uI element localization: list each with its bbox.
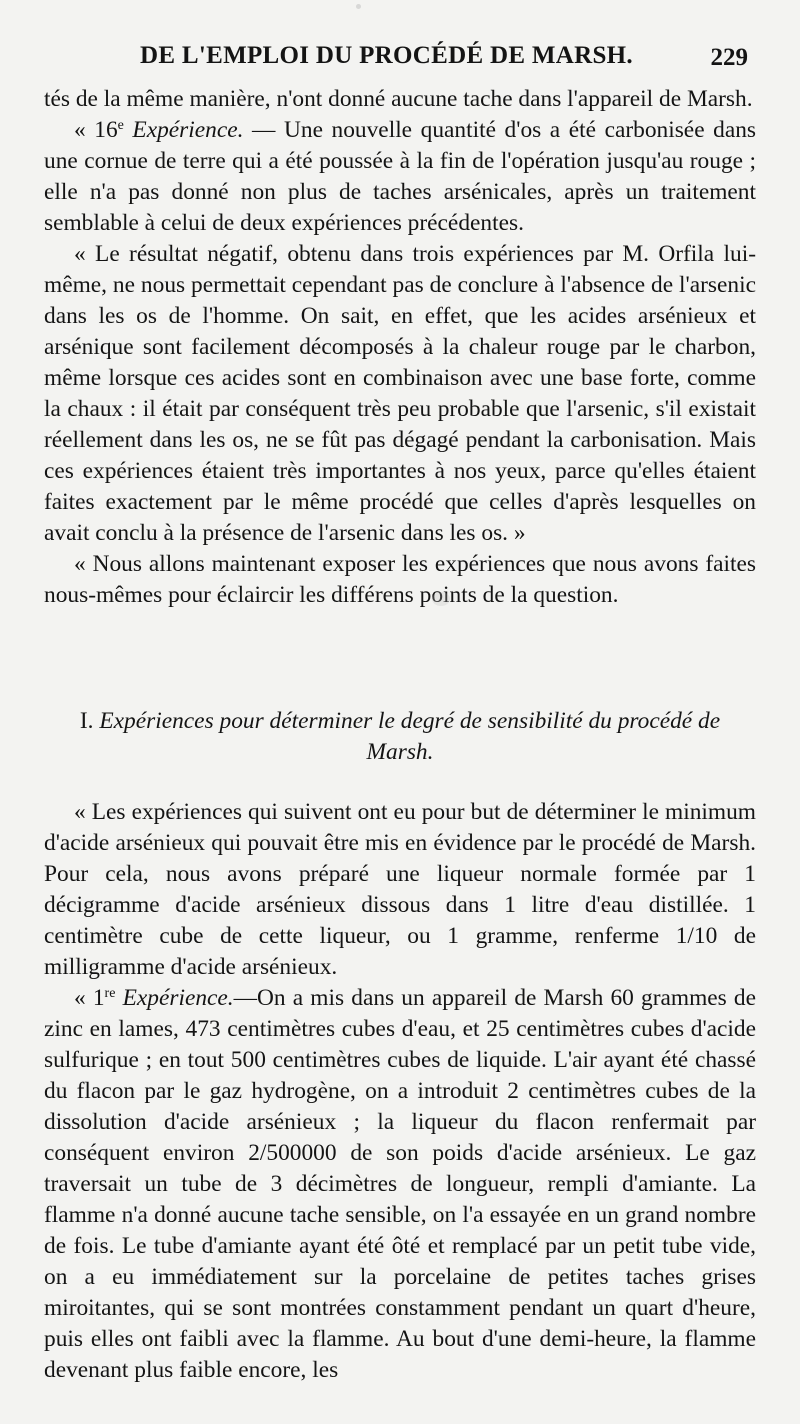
body-text-bottom [44, 797, 756, 1386]
paragraph: « Les expériences qui suivent ont eu pour but de déterminer le minimum d'acide arsénieux qui pouvait être mis en évidence par le procédé de Marsh. Pour cela, nous avons préparé une liqueur normale formée par 1 décigramme d'acide arsénieux dissous dans 1 litre d'eau distillée. 1 centimètre cube de cette liqueur, ou 1 gramme, renferme 1/10 de milligramme d'acide arsénieux. [44, 799, 756, 980]
paragraph-body: —On a mis dans un appareil de Marsh 60 grammes de zinc en lames, 473 centimètres cubes d'eau, et 25 centimètres cubes d'acide sulfurique ; en tout 500 centimètres cubes de liquide. L'air ayant été chassé du flacon par le gaz hydrogène, on a introduit 2 centimètres cubes de la dissolution d'acide arsénieux ; la liqueur du flacon renfermait par conséquent environ 2/500000 de son poids d'acide arsénieux. Le gaz traversait un tube de 3 décimètres de longueur, rempli d'amiante. La flamme n'a donné aucune tache sensible, on l'a essayée en un grand nombre de fois. Le tube d'amiante ayant été ôté et remplacé par un petit tube vide, on a eu immédiatement sur la porcelaine de petites taches grises miroitantes, qui se sont montrées constamment pendant un quart d'heure, puis elles ont faibli avec la flamme. Au bout d'une demi-heure, la flamme devenant plus faible encore, les [44, 985, 756, 1383]
paragraph-lead: « 1 [74, 985, 105, 1011]
paragraph: « Le résultat négatif, obtenu dans trois expériences par M. Orfila lui-même, ne nous permettait cependant pas de conclure à l'absence de l'arsenic dans les os de l'homme. On sait, en effet, que les acides arsénieux et arsénique sont facilement décomposés à la chaleur rouge par le charbon, même lorsque ces acides sont en combinaison avec une base forte, comme la chaux : il était par conséquent très peu probable que l'arsenic, s'il existait réellement dans les os, ne se fût pas dégagé pendant la carbonisation. Mais ces expériences étaient très importantes à nos yeux, parce qu'elles étaient faites exactement par le même procédé que celles d'après lesquelles on avait conclu à la présence de l'arsenic dans les os. » [44, 241, 756, 546]
paper-speck [432, 592, 450, 606]
paragraph: tés de la même manière, n'ont donné aucune tache dans l'appareil de Marsh. [44, 86, 753, 112]
experience-label: Expérience. [123, 117, 244, 143]
section-number: I. [79, 708, 94, 734]
page-number: 229 [710, 44, 748, 71]
running-title: DE L'EMPLOI DU PROCÉDÉ DE MARSH. [140, 42, 633, 69]
paragraph-experience-16 [44, 115, 756, 239]
paragraph-lead: « 16 [74, 117, 118, 143]
section-heading [44, 706, 756, 768]
ordinal-superscript: e [117, 118, 124, 133]
paragraph-experience-1 [44, 983, 756, 1386]
ordinal-superscript: re [104, 986, 116, 1001]
body-text-top [44, 84, 756, 611]
section-title: Expériences pour déterminer le degré de sensibilité du procédé de Marsh. [99, 708, 721, 765]
paragraph-body: — Une nouvelle quantité d'os a été carbonisée dans une cornue de terre qui a été poussée à la fin de l'opération jusqu'au rouge ; elle n'a pas donné non plus de taches arsénicales, après un traitement semblable à celui de deux expériences précédentes. [44, 117, 757, 236]
experience-label: Expérience. [115, 985, 234, 1011]
paragraph: « Nous allons maintenant exposer les expériences que nous avons faites nous-mêmes pour éclaircir les différens points de la question. [44, 551, 756, 608]
paper-speck [356, 4, 361, 9]
page-header [0, 42, 800, 82]
